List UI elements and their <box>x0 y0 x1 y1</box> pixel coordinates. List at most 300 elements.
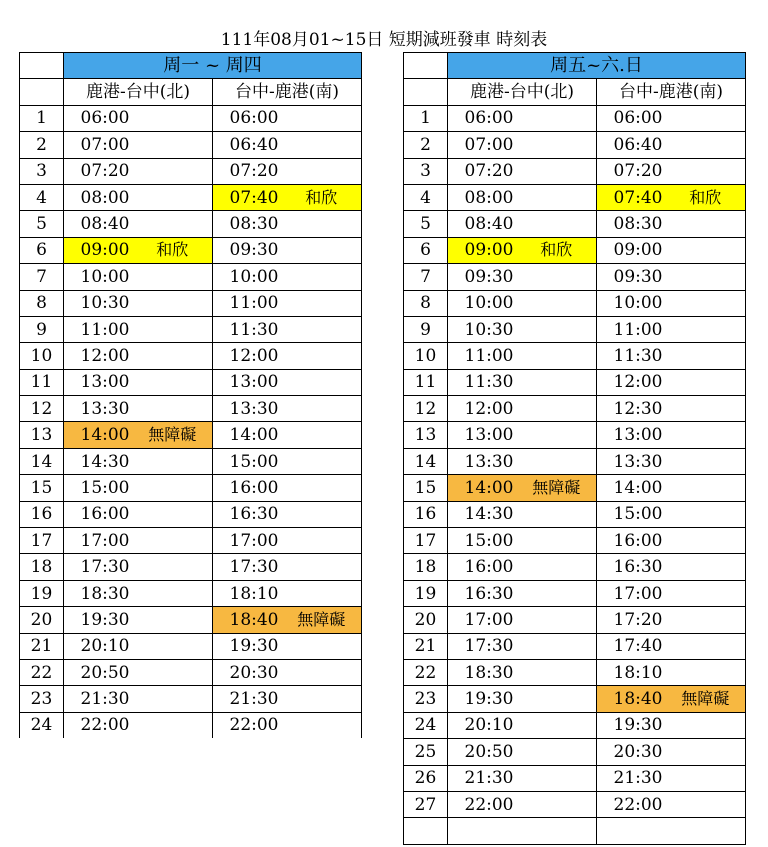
depart-time-north: 07:20 <box>448 158 517 184</box>
depart-time-north: 07:00 <box>448 132 517 158</box>
header-corner <box>404 79 448 105</box>
row-number: 7 <box>20 264 64 290</box>
note-south <box>666 369 746 395</box>
note-north <box>133 607 213 633</box>
note-north <box>517 264 597 290</box>
note-north <box>517 343 597 369</box>
note-south <box>666 475 746 501</box>
weekend-timetable <box>403 52 746 845</box>
note-south <box>282 211 362 237</box>
depart-time-south: 20:30 <box>213 659 282 685</box>
note-south <box>282 633 362 659</box>
depart-time-south: 20:30 <box>597 739 666 765</box>
depart-time-north: 16:00 <box>64 501 133 527</box>
row-number: 15 <box>20 475 64 501</box>
note-south <box>282 448 362 474</box>
row-number: 6 <box>404 237 448 263</box>
note-south <box>282 554 362 580</box>
depart-time-south: 08:30 <box>213 211 282 237</box>
note-north <box>517 739 597 765</box>
depart-time-north: 06:00 <box>448 105 517 131</box>
depart-time-north: 17:00 <box>64 528 133 554</box>
day-header: 周一 ~ 周四 <box>64 53 362 79</box>
note-south <box>282 105 362 131</box>
depart-time-south: 15:00 <box>597 501 666 527</box>
depart-time-south: 11:00 <box>597 316 666 342</box>
depart-time-south: 14:00 <box>597 475 666 501</box>
note-south: 無障礙 <box>666 686 746 712</box>
depart-time-north: 10:30 <box>64 290 133 316</box>
note-north <box>133 554 213 580</box>
depart-time-north: 10:30 <box>448 316 517 342</box>
note-north <box>517 633 597 659</box>
depart-time-south: 21:30 <box>597 765 666 791</box>
note-south <box>666 765 746 791</box>
depart-time-south: 06:40 <box>597 132 666 158</box>
header-corner <box>20 53 64 79</box>
row-number: 18 <box>20 554 64 580</box>
depart-time-north: 20:10 <box>64 633 133 659</box>
note-north <box>133 158 213 184</box>
depart-time-north: 08:40 <box>64 211 133 237</box>
table-row <box>404 316 746 342</box>
note-south <box>282 501 362 527</box>
row-number: 21 <box>404 633 448 659</box>
route-south-header: 台中-鹿港(南) <box>213 79 362 105</box>
row-number: 26 <box>404 765 448 791</box>
weekday-timetable <box>19 52 362 738</box>
depart-time-south: 12:00 <box>213 343 282 369</box>
depart-time-north: 08:00 <box>64 184 133 210</box>
header-corner <box>20 79 64 105</box>
row-number: 6 <box>20 237 64 263</box>
note-south <box>666 633 746 659</box>
table-row <box>404 184 746 210</box>
depart-time-north: 11:00 <box>448 343 517 369</box>
row-number: 4 <box>20 184 64 210</box>
table-row <box>404 633 746 659</box>
depart-time-south: 16:00 <box>597 528 666 554</box>
row-number: 2 <box>404 132 448 158</box>
depart-time-south: 16:30 <box>213 501 282 527</box>
note-south <box>282 686 362 712</box>
table-row <box>20 369 362 395</box>
depart-time-south: 19:30 <box>597 712 666 738</box>
row-number: 20 <box>20 607 64 633</box>
row-number: 22 <box>404 659 448 685</box>
note-south <box>282 396 362 422</box>
note-north <box>517 686 597 712</box>
depart-time-north: 11:00 <box>64 316 133 342</box>
note-north <box>517 765 597 791</box>
note-north <box>517 501 597 527</box>
table-row <box>404 396 746 422</box>
depart-time-south: 15:00 <box>213 448 282 474</box>
depart-time-north: 22:00 <box>64 712 133 738</box>
depart-time-north: 06:00 <box>64 105 133 131</box>
table-row <box>404 580 746 606</box>
row-number: 17 <box>404 528 448 554</box>
row-number: 14 <box>404 448 448 474</box>
depart-time-north: 20:50 <box>448 739 517 765</box>
table-row <box>20 184 362 210</box>
row-number: 14 <box>20 448 64 474</box>
note-north <box>133 343 213 369</box>
row-number: 5 <box>20 211 64 237</box>
route-north-header: 鹿港-台中(北) <box>64 79 213 105</box>
table-row <box>404 712 746 738</box>
note-north <box>517 791 597 817</box>
note-south <box>666 448 746 474</box>
table-row <box>20 422 362 448</box>
depart-time-north: 21:30 <box>448 765 517 791</box>
table-row <box>20 290 362 316</box>
row-number: 7 <box>404 264 448 290</box>
note-north: 和欣 <box>517 237 597 263</box>
depart-time-south: 22:00 <box>213 712 282 738</box>
depart-time-south: 10:00 <box>597 290 666 316</box>
note-north <box>517 290 597 316</box>
depart-time-north: 09:00 <box>64 237 133 263</box>
depart-time-north: 10:00 <box>448 290 517 316</box>
note-north <box>133 105 213 131</box>
table-row <box>404 158 746 184</box>
note-north <box>133 316 213 342</box>
depart-time-south: 10:00 <box>213 264 282 290</box>
depart-time-south: 21:30 <box>213 686 282 712</box>
depart-time-north: 14:00 <box>448 475 517 501</box>
table-row <box>20 501 362 527</box>
row-number: 11 <box>404 369 448 395</box>
note-north <box>133 290 213 316</box>
depart-time-south: 17:20 <box>597 607 666 633</box>
depart-time-north: 11:30 <box>448 369 517 395</box>
note-north <box>133 580 213 606</box>
note-north: 和欣 <box>133 237 213 263</box>
table-row <box>404 343 746 369</box>
note-south <box>666 580 746 606</box>
row-number: 18 <box>404 554 448 580</box>
note-north <box>133 633 213 659</box>
row-number: 24 <box>20 712 64 738</box>
table-row <box>404 607 746 633</box>
depart-time-north: 18:30 <box>448 659 517 685</box>
table-row <box>404 448 746 474</box>
row-number: 2 <box>20 132 64 158</box>
depart-time-north: 15:00 <box>64 475 133 501</box>
day-header: 周五~六.日 <box>448 53 746 79</box>
table-row <box>20 105 362 131</box>
note-south <box>666 158 746 184</box>
table-row <box>404 765 746 791</box>
note-south <box>282 580 362 606</box>
depart-time-north: 07:20 <box>64 158 133 184</box>
note-north <box>517 396 597 422</box>
note-north: 無障礙 <box>133 422 213 448</box>
row-number: 10 <box>20 343 64 369</box>
table-row <box>404 475 746 501</box>
note-north <box>133 132 213 158</box>
depart-time-south: 11:00 <box>213 290 282 316</box>
note-south <box>282 316 362 342</box>
note-south <box>666 290 746 316</box>
depart-time-north: 20:10 <box>448 712 517 738</box>
depart-time-south: 18:40 <box>597 686 666 712</box>
table-row <box>20 659 362 685</box>
table-row <box>404 818 746 844</box>
row-number: 13 <box>404 422 448 448</box>
note-south <box>666 105 746 131</box>
note-south <box>666 528 746 554</box>
table-row <box>20 475 362 501</box>
depart-time-north: 09:30 <box>448 264 517 290</box>
note-north <box>133 528 213 554</box>
depart-time-north: 12:00 <box>64 343 133 369</box>
note-north <box>133 264 213 290</box>
table-row <box>20 211 362 237</box>
row-number: 20 <box>404 607 448 633</box>
table-row <box>404 791 746 817</box>
note-north <box>133 369 213 395</box>
row-number: 19 <box>20 580 64 606</box>
row-number: 22 <box>20 659 64 685</box>
depart-time-south: 13:00 <box>597 422 666 448</box>
route-south-header: 台中-鹿港(南) <box>597 79 746 105</box>
table-row <box>20 528 362 554</box>
note-south <box>666 659 746 685</box>
note-south <box>666 237 746 263</box>
table-row <box>20 343 362 369</box>
note-south <box>666 316 746 342</box>
depart-time-south: 07:20 <box>213 158 282 184</box>
depart-time-south: 08:30 <box>597 211 666 237</box>
depart-time-north: 16:00 <box>448 554 517 580</box>
table-row <box>20 580 362 606</box>
row-number: 1 <box>20 105 64 131</box>
weekday-table <box>19 52 362 738</box>
note-south <box>666 739 746 765</box>
row-number: 10 <box>404 343 448 369</box>
note-south <box>282 343 362 369</box>
table-row <box>404 554 746 580</box>
depart-time-south: 09:30 <box>213 237 282 263</box>
note-south <box>666 211 746 237</box>
table-row <box>20 316 362 342</box>
note-south <box>282 132 362 158</box>
table-row <box>404 105 746 131</box>
depart-time-south: 14:00 <box>213 422 282 448</box>
row-number <box>404 818 448 844</box>
note-north <box>133 659 213 685</box>
note-north <box>517 105 597 131</box>
depart-time-north: 17:30 <box>448 633 517 659</box>
row-number: 23 <box>404 686 448 712</box>
depart-time-south: 12:30 <box>597 396 666 422</box>
row-number: 11 <box>20 369 64 395</box>
table-row <box>404 369 746 395</box>
depart-time-north: 20:50 <box>64 659 133 685</box>
depart-time-south: 07:20 <box>597 158 666 184</box>
depart-time-south: 13:30 <box>213 396 282 422</box>
depart-time-south: 07:40 <box>597 184 666 210</box>
depart-time-south <box>597 818 666 844</box>
note-north <box>517 448 597 474</box>
note-south <box>666 501 746 527</box>
note-south <box>282 290 362 316</box>
route-north-header: 鹿港-台中(北) <box>448 79 597 105</box>
row-number: 13 <box>20 422 64 448</box>
note-north <box>133 686 213 712</box>
table-row <box>404 659 746 685</box>
row-number: 9 <box>404 316 448 342</box>
depart-time-north: 14:00 <box>64 422 133 448</box>
note-north <box>133 184 213 210</box>
row-number: 24 <box>404 712 448 738</box>
depart-time-north: 08:40 <box>448 211 517 237</box>
note-south <box>282 264 362 290</box>
note-south <box>282 528 362 554</box>
depart-time-north: 12:00 <box>448 396 517 422</box>
depart-time-north: 17:00 <box>448 607 517 633</box>
row-number: 4 <box>404 184 448 210</box>
row-number: 21 <box>20 633 64 659</box>
table-row <box>404 237 746 263</box>
note-north <box>133 501 213 527</box>
depart-time-north: 14:30 <box>64 448 133 474</box>
depart-time-north: 13:00 <box>448 422 517 448</box>
depart-time-north: 10:00 <box>64 264 133 290</box>
note-south <box>666 396 746 422</box>
page-title: 111年08月01~15日 短期減班發車 時刻表 <box>220 30 548 50</box>
depart-time-north: 22:00 <box>448 791 517 817</box>
depart-time-south: 06:40 <box>213 132 282 158</box>
row-number: 15 <box>404 475 448 501</box>
note-north <box>517 607 597 633</box>
depart-time-north: 13:30 <box>448 448 517 474</box>
note-south <box>666 554 746 580</box>
depart-time-south: 17:00 <box>213 528 282 554</box>
depart-time-north: 14:30 <box>448 501 517 527</box>
depart-time-south: 13:30 <box>597 448 666 474</box>
note-north <box>133 448 213 474</box>
note-north <box>517 818 597 844</box>
table-row <box>20 448 362 474</box>
note-north <box>517 132 597 158</box>
note-south <box>666 264 746 290</box>
note-south <box>282 237 362 263</box>
note-south <box>666 791 746 817</box>
note-south <box>282 712 362 738</box>
note-north <box>517 211 597 237</box>
note-south: 和欣 <box>666 184 746 210</box>
note-north <box>133 712 213 738</box>
table-row <box>20 607 362 633</box>
depart-time-south: 17:30 <box>213 554 282 580</box>
row-number: 3 <box>404 158 448 184</box>
row-number: 5 <box>404 211 448 237</box>
depart-time-north: 18:30 <box>64 580 133 606</box>
depart-time-south: 06:00 <box>213 105 282 131</box>
depart-time-south: 18:10 <box>213 580 282 606</box>
table-row <box>404 422 746 448</box>
note-north <box>133 396 213 422</box>
depart-time-north: 15:00 <box>448 528 517 554</box>
depart-time-north: 17:30 <box>64 554 133 580</box>
depart-time-south: 18:10 <box>597 659 666 685</box>
depart-time-south: 07:40 <box>213 184 282 210</box>
note-south <box>666 712 746 738</box>
note-north <box>517 316 597 342</box>
note-south <box>282 659 362 685</box>
note-south <box>282 475 362 501</box>
depart-time-north: 19:30 <box>64 607 133 633</box>
note-north <box>517 184 597 210</box>
note-south <box>282 422 362 448</box>
table-row <box>404 290 746 316</box>
note-north <box>517 659 597 685</box>
note-north <box>517 712 597 738</box>
depart-time-south: 11:30 <box>213 316 282 342</box>
row-number: 9 <box>20 316 64 342</box>
row-number: 16 <box>20 501 64 527</box>
note-north <box>133 475 213 501</box>
table-row <box>20 633 362 659</box>
row-number: 12 <box>404 396 448 422</box>
depart-time-south: 16:00 <box>213 475 282 501</box>
depart-time-south: 22:00 <box>597 791 666 817</box>
row-number: 25 <box>404 739 448 765</box>
row-number: 19 <box>404 580 448 606</box>
table-row <box>404 132 746 158</box>
row-number: 27 <box>404 791 448 817</box>
header-corner <box>404 53 448 79</box>
table-row <box>20 396 362 422</box>
table-row <box>20 264 362 290</box>
depart-time-north: 07:00 <box>64 132 133 158</box>
depart-time-south: 17:00 <box>597 580 666 606</box>
depart-time-south: 16:30 <box>597 554 666 580</box>
note-north: 無障礙 <box>517 475 597 501</box>
row-number: 8 <box>20 290 64 316</box>
note-south: 和欣 <box>282 184 362 210</box>
note-south <box>282 158 362 184</box>
note-north <box>517 554 597 580</box>
note-south <box>666 607 746 633</box>
table-row <box>20 554 362 580</box>
depart-time-south: 19:30 <box>213 633 282 659</box>
depart-time-north: 08:00 <box>448 184 517 210</box>
depart-time-north: 19:30 <box>448 686 517 712</box>
note-north <box>517 528 597 554</box>
note-north <box>517 422 597 448</box>
row-number: 16 <box>404 501 448 527</box>
note-north <box>517 158 597 184</box>
note-north <box>517 369 597 395</box>
note-north <box>133 211 213 237</box>
table-row <box>404 501 746 527</box>
depart-time-north: 09:00 <box>448 237 517 263</box>
row-number: 8 <box>404 290 448 316</box>
weekend-table <box>403 52 746 845</box>
depart-time-south: 13:00 <box>213 369 282 395</box>
note-south: 無障礙 <box>282 607 362 633</box>
depart-time-north <box>448 818 517 844</box>
table-row <box>20 712 362 738</box>
depart-time-south: 11:30 <box>597 343 666 369</box>
table-row <box>20 686 362 712</box>
row-number: 1 <box>404 105 448 131</box>
row-number: 3 <box>20 158 64 184</box>
